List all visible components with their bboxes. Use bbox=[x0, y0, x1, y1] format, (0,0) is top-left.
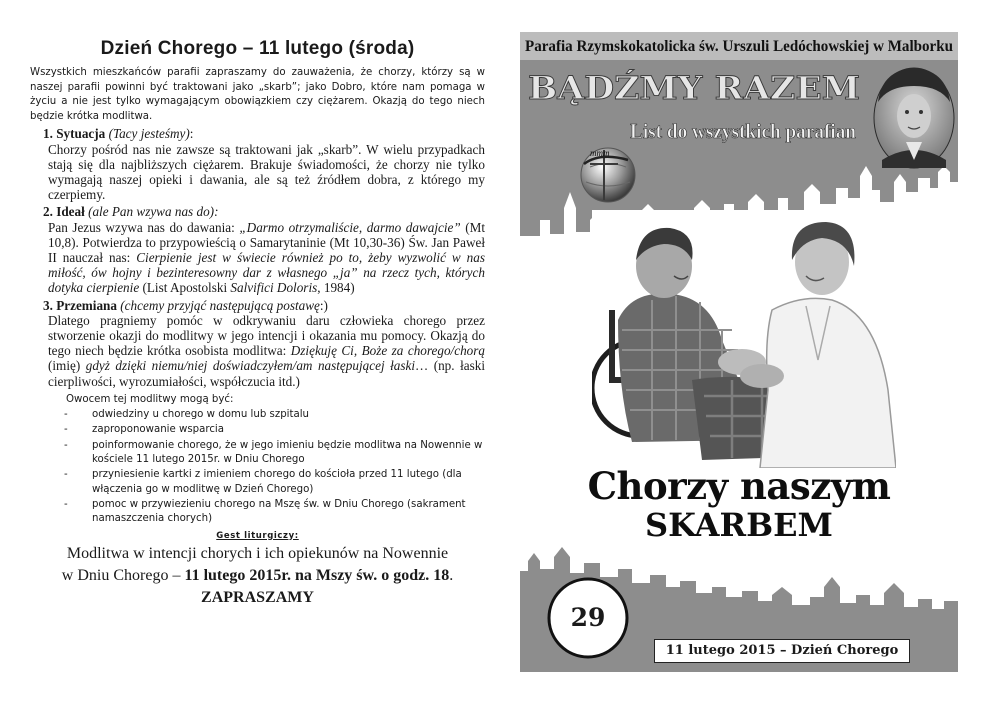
prayer-text: gdyż dzięki niemu/niej doświadczyłem/am następującej łaski bbox=[85, 358, 416, 374]
text-run: . bbox=[449, 566, 454, 584]
text-run: (List Apostolski bbox=[139, 280, 231, 296]
section-heading bbox=[43, 126, 485, 141]
closing-line-2 bbox=[30, 565, 485, 587]
logo-text: mmm bbox=[590, 148, 610, 158]
masthead-title: BĄDŹMY RAZEM bbox=[528, 69, 860, 107]
text-run: , 1984) bbox=[317, 280, 355, 296]
section-sub: (chcemy przyjąć następującą postawę bbox=[120, 297, 320, 313]
fruits-list bbox=[30, 408, 485, 526]
fruits-intro: Owocem tej modlitwy mogą być: bbox=[66, 393, 234, 405]
section-sub: (ale Pan wzywa nas do): bbox=[88, 204, 219, 220]
prayer-text: Dziękuję Ci, Boże za chorego/chorą bbox=[290, 343, 485, 359]
quote-scripture: „Darmo otrzymaliście, darmo dawajcie” bbox=[239, 219, 461, 235]
section-tail: : bbox=[189, 126, 194, 142]
section-sub: (Tacy jesteśmy) bbox=[108, 126, 190, 142]
quote-source: Salvifici Doloris bbox=[230, 280, 318, 296]
section-change bbox=[30, 298, 485, 389]
fruits-list-block bbox=[30, 393, 485, 527]
section-head: Sytuacja bbox=[56, 126, 106, 142]
saint-portrait-icon bbox=[874, 68, 954, 168]
quote-jp2: Cierpienie jest w świecie również po to, żeby wyzwolić w nas miłość, ów hojny i bezinteresowny dar z własnego „ja” na rzecz tych, których dotyka cierpienie bbox=[48, 250, 486, 296]
intro-paragraph: Wszystkich mieszkańców parafii zapraszamy do zauważenia, że chorzy, którzy są w naszej parafii powinni być traktowani jako „skarb”; jako Dobro, które nam pomaga w życiu a nie jest tylko wymagającym obowiązkiem czy ciężarem. Okazją do tego niech będzie krótka modlitwa. bbox=[30, 67, 485, 122]
masthead-subtitle: List do wszystkich parafian bbox=[630, 119, 857, 143]
issue-number: 29 bbox=[570, 603, 606, 632]
section-number: 3. bbox=[43, 297, 53, 313]
gest-label: Gest liturgiczy: bbox=[216, 530, 299, 541]
parish-globe-logo-icon bbox=[581, 148, 635, 202]
list-item: - odwiedziny u chorego w domu lub szpitalu bbox=[64, 408, 485, 422]
section-body: Chorzy pośród nas nie zawsze są traktowani jak „skarb”. W wielu przypadkach stają się dla najbliższych ciężarem. Brakuje świadomości, że chorzy nie tylko wymagają naszej opieki i dawania, ale są też źródłem dobra, z którego my czerpiemy. bbox=[48, 141, 485, 203]
event-date-time: 11 lutego 2015r. na Mszy św. o godz. 18 bbox=[184, 566, 450, 584]
text-run: (Mt 10,8). Potwierdza to przypowieścią o Samarytaninie (Mt 10,30-36) Św. Jan Paweł II nauczał nas: bbox=[48, 219, 486, 265]
issue-date: 11 lutego 2015 – Dzień Chorego bbox=[654, 639, 910, 663]
section-heading bbox=[43, 298, 485, 313]
text-run: … (np. łaski cierpliwości, wyrozumiałości, współczucia itd.) bbox=[48, 358, 485, 389]
section-body bbox=[48, 220, 485, 296]
parish-name: Parafia Rzymskokatolicka św. Urszuli Ledóchowskiej w Malborku bbox=[525, 38, 954, 55]
section-tail: :) bbox=[319, 297, 328, 313]
list-item: - zaproponowanie wsparcia bbox=[64, 423, 485, 437]
closing-line-1: Modlitwa w intencji chorych i ich opiekunów na Nowennie bbox=[66, 544, 449, 562]
section-heading bbox=[43, 204, 485, 219]
footer-overlay bbox=[520, 547, 958, 672]
list-item: - poinformowanie chorego, że w jego imieniu będzie modlitwa na Nowennie w kościele 11 lutego 2015r. w Dniu Chorego bbox=[64, 439, 485, 468]
list-item: - pomoc w przywiezieniu chorego na Mszę św. w Dniu Chorego (sakrament namaszczenia chorych) bbox=[64, 498, 485, 527]
section-ideal bbox=[30, 204, 485, 295]
text-run: Dlatego pragniemy pomóc w odkrywaniu daru człowieka chorego przez stworzenie okazji do modlitwy w jego intencji i okazania mu pomocy. Okazją do tego niech będzie krótka osobista modlitwa: bbox=[48, 312, 485, 359]
closing-invitation bbox=[30, 543, 485, 609]
caregiver-photo bbox=[592, 210, 896, 468]
section-head: Przemiana bbox=[56, 297, 117, 313]
left-page bbox=[30, 38, 485, 609]
text-run: w Dniu Chorego – bbox=[61, 566, 185, 584]
cover-title-line-2: SKARBEM bbox=[645, 506, 833, 544]
closing-invite: ZAPRASZAMY bbox=[201, 588, 314, 606]
page-title: Dzień Chorego – 11 lutego (środa) bbox=[100, 38, 415, 59]
text-run: Pan Jezus wzywa nas do dawania: bbox=[48, 219, 240, 235]
text-run: (imię) bbox=[48, 358, 86, 374]
section-situation bbox=[30, 126, 485, 202]
section-head: Ideał bbox=[56, 204, 85, 220]
section-number: 1. bbox=[43, 126, 53, 142]
cover-title-line-1: Chorzy naszym bbox=[587, 464, 891, 508]
section-body bbox=[48, 313, 485, 389]
section-number: 2. bbox=[43, 204, 53, 220]
list-item: - przyniesienie kartki z imieniem chorego do kościoła przed 11 lutego (dla włączenia go w modlitwę w Dzień Chorego) bbox=[64, 468, 485, 497]
